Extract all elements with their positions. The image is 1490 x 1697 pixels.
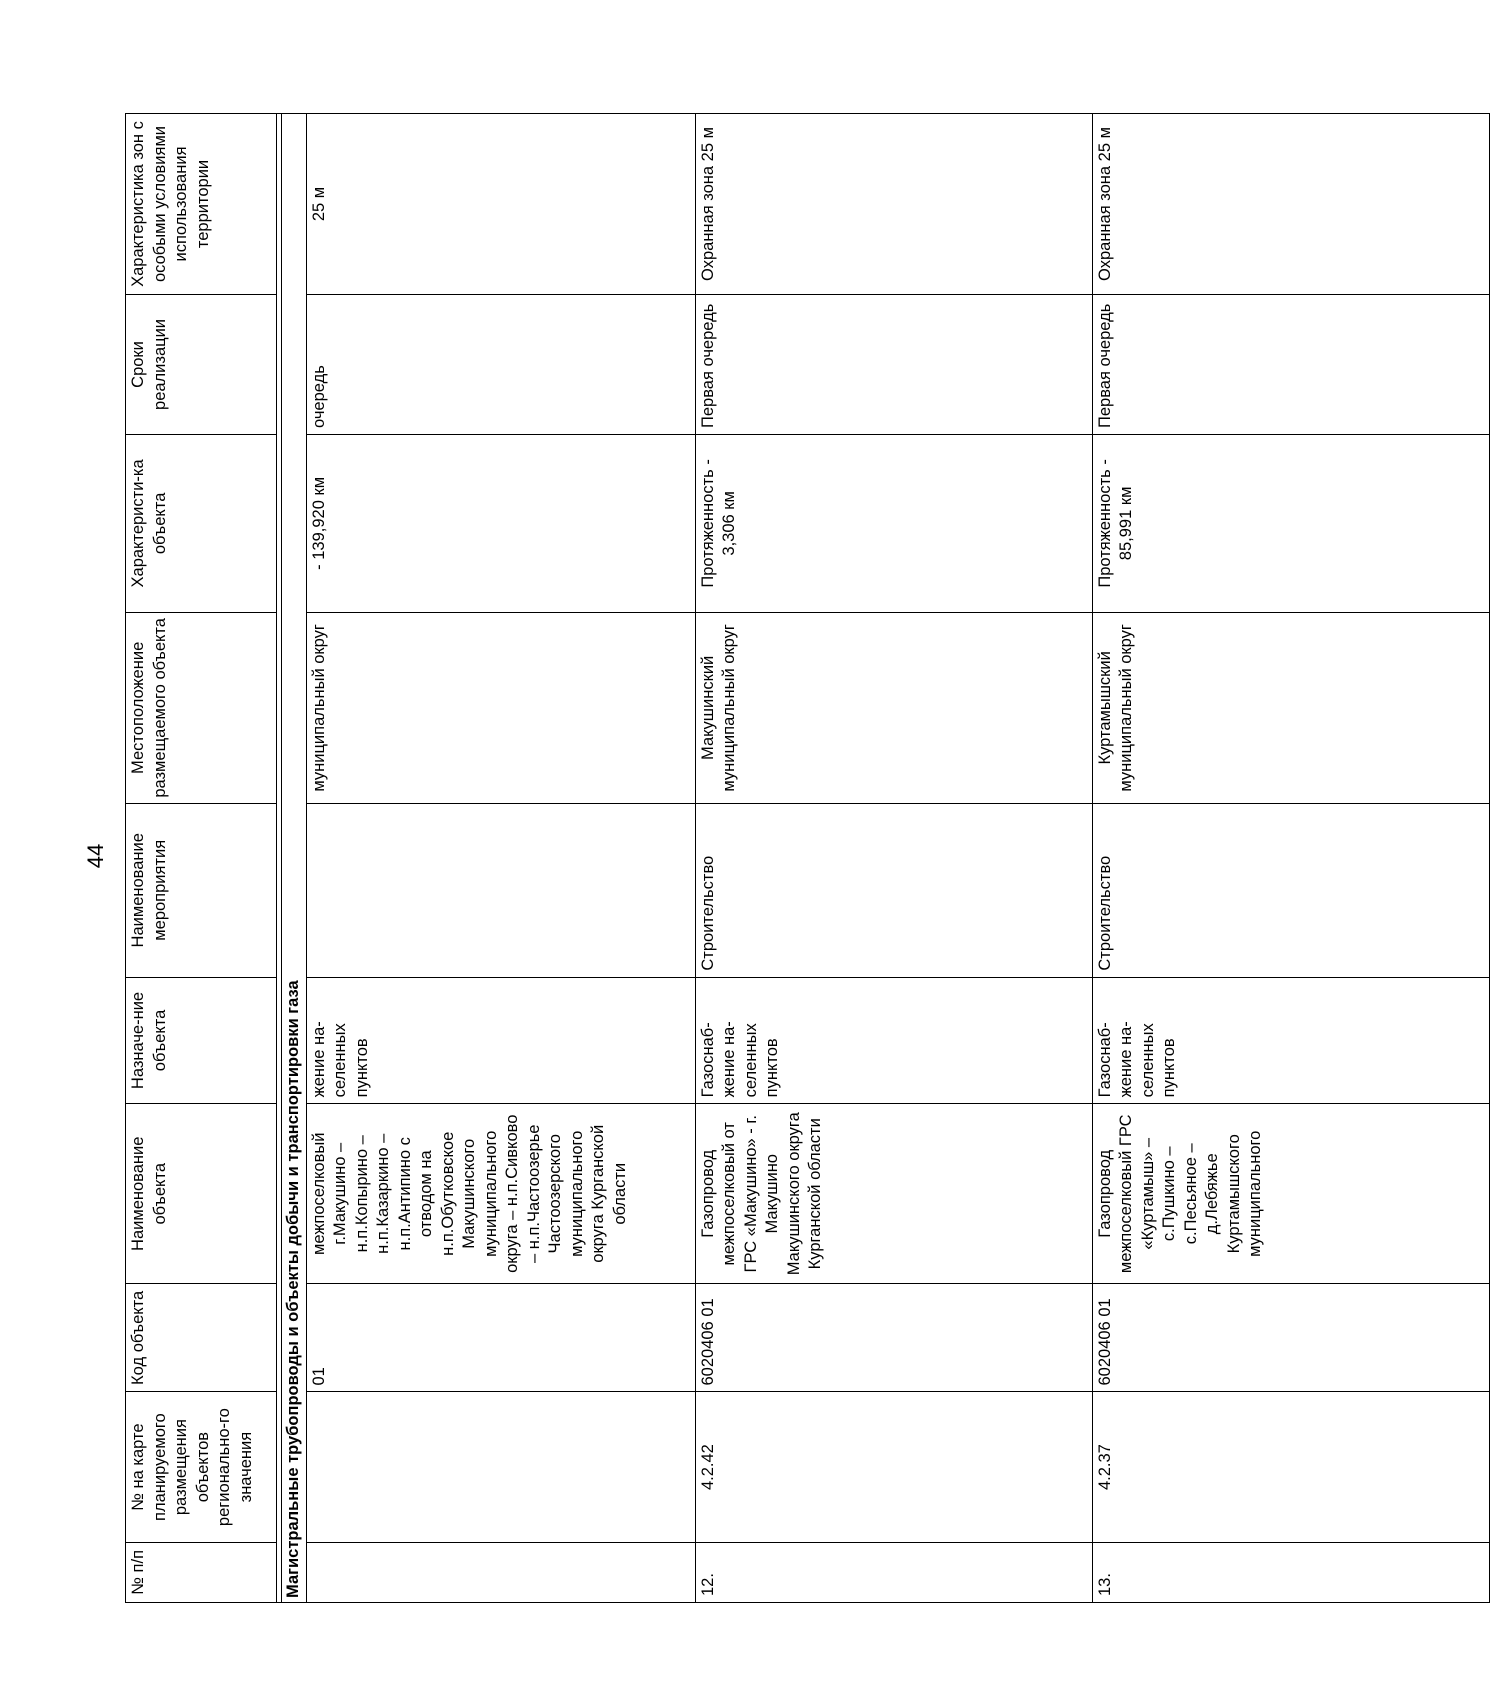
cell-map-num: 4.2.42 <box>695 1392 1092 1542</box>
cell-characteristic: - 139,920 км <box>306 434 695 612</box>
col-header-characteristic: Характеристи-ка объекта <box>126 434 277 612</box>
cell-characteristic: Протяженность - 3,306 км <box>695 434 1092 612</box>
cell-action: Строительство <box>695 803 1092 977</box>
cell-zone: Охранная зона 25 м <box>695 114 1092 295</box>
col-header-term: Сроки реализации <box>126 294 277 434</box>
col-header-action: Наименование мероприятия <box>126 803 277 977</box>
col-header-location: Местоположение размещаемого объекта <box>126 612 277 803</box>
cell-action: Строительство <box>1092 803 1489 977</box>
cell-num <box>306 1542 695 1602</box>
cell-location: муниципальный округ <box>306 612 695 803</box>
objects-table <box>125 113 1490 1603</box>
cell-name: Газопровод межпоселковый ГРС «Куртамыш» – с.Пушкино – с.Песьяное – д.Лебяжье Куртамышского муниципального <box>1092 1104 1489 1284</box>
cell-characteristic: Протяженность - 85,991 км <box>1092 434 1489 612</box>
cell-map-num: 4.2.37 <box>1092 1392 1489 1542</box>
col-header-zone: Характеристика зон с особыми условиями использования территории <box>126 114 277 295</box>
col-header-purpose: Назначе-ние объекта <box>126 977 277 1104</box>
cell-map-num <box>306 1392 695 1542</box>
col-header-map-num: № на карте планируемого размещения объектов регионально-го значения <box>126 1392 277 1542</box>
section-row <box>282 114 307 1603</box>
page-number: 44 <box>82 843 108 869</box>
cell-location: Куртамышский муниципальный округ <box>1092 612 1489 803</box>
cell-term: Первая очередь <box>695 294 1092 434</box>
cell-num: 12. <box>695 1542 1092 1602</box>
cell-term: очередь <box>306 294 695 434</box>
cell-zone: 25 м <box>306 114 695 295</box>
cell-location: Макушинский муниципальный округ <box>695 612 1092 803</box>
col-header-name: Наименование объекта <box>126 1104 277 1284</box>
col-header-code: Код объекта <box>126 1284 277 1392</box>
header-row <box>126 114 277 1603</box>
cell-purpose: Газоснаб-жение на-селенных пунктов <box>695 977 1092 1104</box>
cell-code: 6020406 01 <box>695 1284 1092 1392</box>
cell-zone: Охранная зона 25 м <box>1092 114 1489 295</box>
cell-term: Первая очередь <box>1092 294 1489 434</box>
col-header-num: № п/п <box>126 1542 277 1602</box>
cell-purpose: Газоснаб-жение на-селенных пунктов <box>1092 977 1489 1104</box>
cell-name: межпоселковый г.Макушино – н.п.Копырино – н.п.Казаркино – н.п.Антипино с отводом на н.п.Обутковское Макушинского муниципального округа – н.п.Сивково – н.п.Частоозерье Частоозерского муниципального округа Курганской области <box>306 1104 695 1284</box>
cell-action <box>306 803 695 977</box>
table-row <box>1092 114 1489 1603</box>
cell-purpose: жение на-селенных пунктов <box>306 977 695 1104</box>
table-row <box>306 114 695 1603</box>
cell-num: 13. <box>1092 1542 1489 1602</box>
section-title: Магистральные трубопроводы и объекты добычи и транспортировки газа <box>282 114 307 1603</box>
cell-name: Газопровод межпоселковый от ГРС «Макушино» - г. Макушино Макушинского округа Курганской области <box>695 1104 1092 1284</box>
cell-code: 01 <box>306 1284 695 1392</box>
cell-code: 6020406 01 <box>1092 1284 1489 1392</box>
rotated-table-container <box>125 113 1264 1603</box>
table-row <box>695 114 1092 1603</box>
